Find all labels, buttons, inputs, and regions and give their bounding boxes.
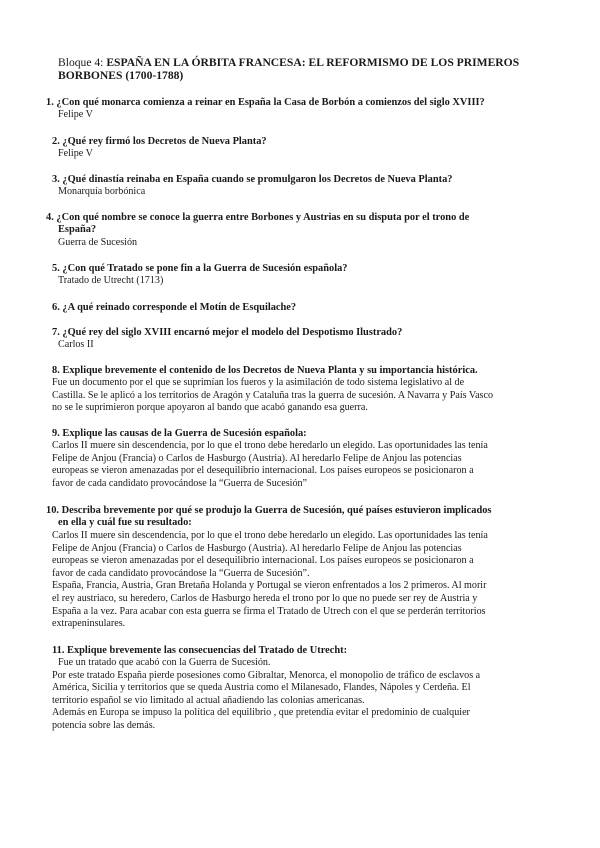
- question-8-text: Explique brevemente el contenido de los Decretos de Nueva Planta y su importancia histórica.: [62, 365, 478, 376]
- question-8: 8. Explique brevemente el contenido de los Decretos de Nueva Planta y su importancia histórica.: [52, 365, 478, 376]
- question-11-text: Explique brevemente las consecuencias del Tratado de Utrecht:: [67, 645, 348, 656]
- title-bloque: Bloque 4:: [58, 56, 104, 69]
- question-6-text: ¿A qué reinado corresponde el Motín de Esquilache?: [62, 302, 297, 313]
- answer-8-line: no se le suprimieron porque apoyaron al bando que acabó ganando esa guerra.: [52, 402, 368, 414]
- question-4: 4. ¿Con qué nombre se conoce la guerra entre Borbones y Austrias en su disputa por el trono de España?: [46, 212, 470, 236]
- answer-9-line: favor de cada candidato provocándose la “Guerra de Sucesión”: [52, 477, 308, 489]
- question-1: 1. ¿Con qué monarca comienza a reinar en España la Casa de Borbón a comienzos del siglo XVIII?: [46, 97, 485, 108]
- question-5-text: ¿Con qué Tratado se pone fin a la Guerra de Sucesión española?: [62, 263, 348, 274]
- answer-9: [52, 440, 488, 490]
- answer-11-line: territorio español se vio limitado al actual añadiendo las colonias americanas.: [52, 694, 365, 706]
- question-4-text-cont: España?: [58, 224, 97, 236]
- page-title: [58, 56, 538, 82]
- question-10: 10. Describa brevemente por qué se produjo la Guerra de Sucesión, qué países estuvieron implicados en ella y cuál fue su resultado:: [46, 505, 492, 529]
- question-6: 6. ¿A qué reinado corresponde el Motín de Esquilache?: [52, 302, 297, 313]
- question-7-text: ¿Qué rey del siglo XVIII encarnó mejor el modelo del Despotismo Ilustrado?: [62, 327, 403, 338]
- answer-10-line: España a la vez. Para acabar con esta guerra se firma el Tratado de Utrech con el que se perderán territorios: [52, 605, 486, 617]
- question-9-text: Explique las causas de la Guerra de Sucesión española:: [62, 428, 307, 439]
- answer-10: [52, 530, 488, 631]
- answer-11-line: potencia sobre las demás.: [52, 719, 156, 731]
- question-11: 11. Explique brevemente las consecuencias del Tratado de Utrecht:: [52, 645, 348, 656]
- answer-8: [52, 377, 493, 415]
- answer-8-line: Castilla. Se le aplicó a los territorios de Aragón y Cataluña tras la guerra de sucesión. A Navarra y País Vasco: [52, 389, 494, 401]
- answer-11-line: Fue un tratado que acabó con la Guerra de Sucesión.: [58, 657, 271, 668]
- answer-2: Felipe V: [58, 148, 93, 159]
- answer-10-line: extrapeninsulares.: [52, 618, 126, 630]
- question-2-text: ¿Qué rey firmó los Decretos de Nueva Planta?: [62, 136, 267, 147]
- answer-5: Tratado de Utrecht (1713): [58, 275, 164, 286]
- answer-11-line: Además en Europa se impuso la política del equilibrio , que pretendía evitar el predominio de cualquier: [52, 707, 470, 719]
- question-7: 7. ¿Qué rey del siglo XVIII encarnó mejor el modelo del Despotismo Ilustrado?: [52, 327, 403, 338]
- answer-10-line: el rey austriaco, su heredero, Carlos de Hasburgo hereda el trono por lo que no puede ser rey de Austria y: [52, 592, 478, 604]
- question-5: 5. ¿Con qué Tratado se pone fin a la Guerra de Sucesión española?: [52, 263, 348, 274]
- answer-7: Carlos II: [58, 339, 94, 350]
- question-9: 9. Explique las causas de la Guerra de Sucesión española:: [52, 428, 307, 439]
- question-2: 2. ¿Qué rey firmó los Decretos de Nueva Planta?: [52, 136, 267, 147]
- question-3-text: ¿Qué dinastía reinaba en España cuando se promulgaron los Decretos de Nueva Planta?: [62, 174, 453, 185]
- question-10-text: Describa brevemente por qué se produjo la Guerra de Sucesión, qué países estuvieron implicados: [61, 505, 492, 516]
- title-main: ESPAÑA EN LA ÓRBITA FRANCESA: EL REFORMISMO DE LOS PRIMEROS BORBONES (1700-1788): [58, 56, 520, 82]
- question-10-text-cont: en ella y cuál fue su resultado:: [58, 517, 192, 529]
- answer-9-line: Felipe de Anjou (Francia) o Carlos de Hasburgo (Austria). Al heredarlo Felipe de Anjou las potencias: [52, 452, 462, 464]
- answer-8-line: Fue un documento por el que se suprimían los fueros y la asimilación de todo sistema legislativo al de: [52, 377, 465, 388]
- answer-1: Felipe V: [58, 109, 93, 120]
- question-3: 3. ¿Qué dinastía reinaba en España cuando se promulgaron los Decretos de Nueva Planta?: [52, 174, 453, 185]
- answer-11-line: América, Sicilia y territorios que se queda Austria como el Milanesado, Flandes, Nápoles y Cerdeña. El: [52, 682, 471, 694]
- answer-9-line: Carlos II muere sin descendencia, por lo que el trono debe heredarlo un elegido. Las oportunidades las tenía: [52, 440, 488, 451]
- question-1-text: ¿Con qué monarca comienza a reinar en España la Casa de Borbón a comienzos del siglo XVIII?: [56, 97, 485, 108]
- answer-11-line: Por este tratado España pierde posesiones como Gibraltar, Menorca, el monopolio de tráfico de esclavos a: [52, 669, 481, 681]
- answer-10-line: europeas se vieron amenazadas por el desequilibrio internacional. Los países europeos se posicionaron a: [52, 555, 474, 567]
- answer-10-line: Felipe de Anjou (Francia) o Carlos de Hasburgo (Austria). Al heredarlo Felipe de Anjou las potencias: [52, 542, 462, 554]
- answer-3: Monarquía borbónica: [58, 186, 146, 197]
- answer-11: [52, 657, 480, 733]
- answer-10-line: Carlos II muere sin descendencia, por lo que el trono debe heredarlo un elegido. Las oportunidades las tenía: [52, 530, 488, 541]
- answer-10-line: España, Francia, Austria, Gran Bretaña Holanda y Portugal se vieron enfrentados a los 2 primeros. Al morir: [52, 580, 487, 592]
- answer-9-line: europeas se vieron amenazadas por el desequilibrio internacional. Los países europeos se posicionaron a: [52, 465, 474, 477]
- question-4-text: ¿Con qué nombre se conoce la guerra entre Borbones y Austrias en su disputa por el trono de: [56, 212, 470, 223]
- answer-4: Guerra de Sucesión: [58, 237, 138, 248]
- answer-10-line: favor de cada candidato provocándose la “Guerra de Sucesión”.: [52, 567, 310, 579]
